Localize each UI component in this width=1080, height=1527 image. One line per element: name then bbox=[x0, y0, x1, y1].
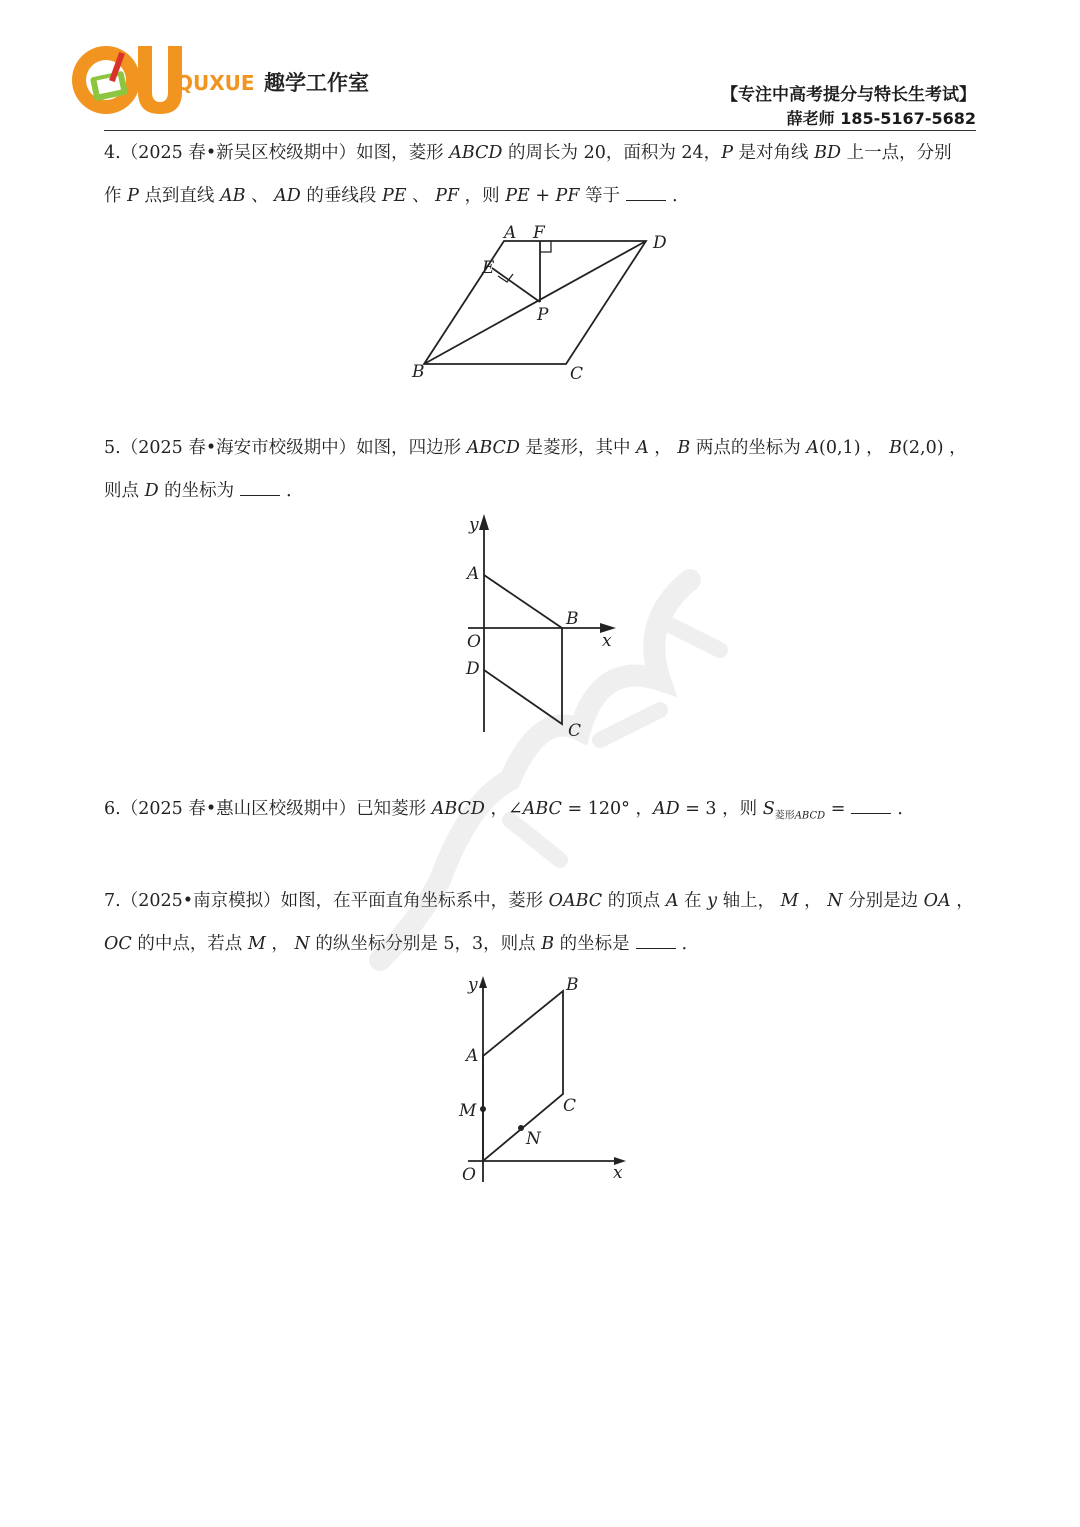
question-number: 7 bbox=[104, 891, 116, 911]
answer-blank[interactable] bbox=[240, 479, 280, 496]
answer-blank[interactable] bbox=[636, 932, 676, 949]
logo-graphic bbox=[68, 38, 388, 122]
label-c: C bbox=[568, 721, 582, 741]
label-b: B bbox=[566, 609, 579, 629]
slogan: 【专注中高考提分与特长生考试】 bbox=[721, 85, 976, 105]
teacher-contact: 薛老师 185-5167-5682 bbox=[786, 109, 976, 128]
question-source: （2025•南京模拟） bbox=[120, 891, 281, 911]
question-6: 6.（2025 春•惠山区校级期中）已知菱形 ABCD ，∠ABC = 120° ，AD = 3 ，则 $S_{菱形ABCD}$ = ． bbox=[104, 799, 915, 822]
segment-pe bbox=[492, 268, 540, 302]
rhombus-oabc bbox=[483, 991, 563, 1161]
diagonal-bd bbox=[424, 241, 646, 364]
rhombus-abcd bbox=[484, 575, 562, 724]
question-7-line-2: OC 的中点，若点 M ， N 的纵坐标分别是 5，3，则点 B 的坐标是 ． bbox=[104, 934, 700, 954]
label-a: A bbox=[467, 564, 480, 584]
point-m bbox=[480, 1106, 486, 1112]
label-d: D bbox=[653, 233, 667, 253]
question-7-line-1: 7.（2025•南京模拟）如图，在平面直角坐标系中，菱形 OABC 的顶点 A 在 y 轴上， M ， N 分别是边 OA ， bbox=[104, 891, 974, 911]
question-5-line-2: 则点 D 的坐标为 ． bbox=[104, 481, 304, 501]
question-number: 6 bbox=[104, 799, 116, 819]
y-axis-arrow bbox=[479, 976, 487, 988]
question-source: （2025 春•海安市校级期中） bbox=[120, 438, 357, 458]
label-d: D bbox=[466, 659, 480, 679]
label-n: N bbox=[526, 1129, 541, 1149]
brand-english: QUXUE bbox=[176, 71, 255, 95]
label-o: O bbox=[462, 1165, 476, 1185]
label-c: C bbox=[563, 1096, 577, 1116]
label-a: A bbox=[466, 1046, 479, 1066]
label-y: y bbox=[469, 515, 479, 535]
label-y: y bbox=[468, 975, 478, 995]
question-number: 5 bbox=[104, 438, 116, 458]
figure-coordinate-q7 bbox=[450, 972, 640, 1187]
brand-chinese: 趣学工作室 bbox=[264, 71, 369, 95]
question-source: （2025 春•新吴区校级期中） bbox=[120, 143, 357, 163]
question-4-line-2: 作 P 点到直线 AB 、 AD 的垂线段 PE 、 PF ，则 PE + PF 等于 ． bbox=[104, 186, 690, 206]
question-4 bbox=[104, 132, 976, 218]
label-c: C bbox=[570, 364, 584, 384]
logo bbox=[68, 38, 388, 122]
figure-coordinate-q5 bbox=[450, 512, 630, 744]
header-divider bbox=[104, 130, 976, 131]
figure-rhombus-q4 bbox=[400, 218, 680, 388]
label-o: O bbox=[467, 632, 481, 652]
label-b: B bbox=[412, 362, 425, 382]
question-5 bbox=[104, 427, 976, 513]
point-n bbox=[518, 1125, 524, 1131]
label-x: x bbox=[602, 631, 612, 651]
question-4-line-1: 4.（2025 春•新吴区校级期中）如图，菱形 ABCD 的周长为 20，面积为 24，P 是对角线 BD 上一点，分别 bbox=[104, 143, 952, 163]
answer-blank[interactable] bbox=[851, 797, 891, 814]
question-7 bbox=[104, 880, 976, 966]
question-source: （2025 春•惠山区校级期中） bbox=[120, 799, 357, 819]
label-m: M bbox=[459, 1101, 477, 1121]
label-f: F bbox=[533, 223, 545, 243]
question-5-line-1: 5.（2025 春•海安市校级期中）如图，四边形 ABCD 是菱形，其中 A ， B 两点的坐标为 A(0,1) ， B(2,0) ， bbox=[104, 438, 967, 458]
question-number: 4 bbox=[104, 143, 116, 163]
label-b: B bbox=[566, 975, 579, 995]
label-p: P bbox=[537, 305, 549, 325]
answer-blank[interactable] bbox=[626, 184, 666, 201]
label-e: E bbox=[482, 258, 495, 278]
label-x: x bbox=[613, 1163, 623, 1183]
y-axis-arrow bbox=[479, 514, 489, 530]
label-a: A bbox=[504, 223, 517, 243]
